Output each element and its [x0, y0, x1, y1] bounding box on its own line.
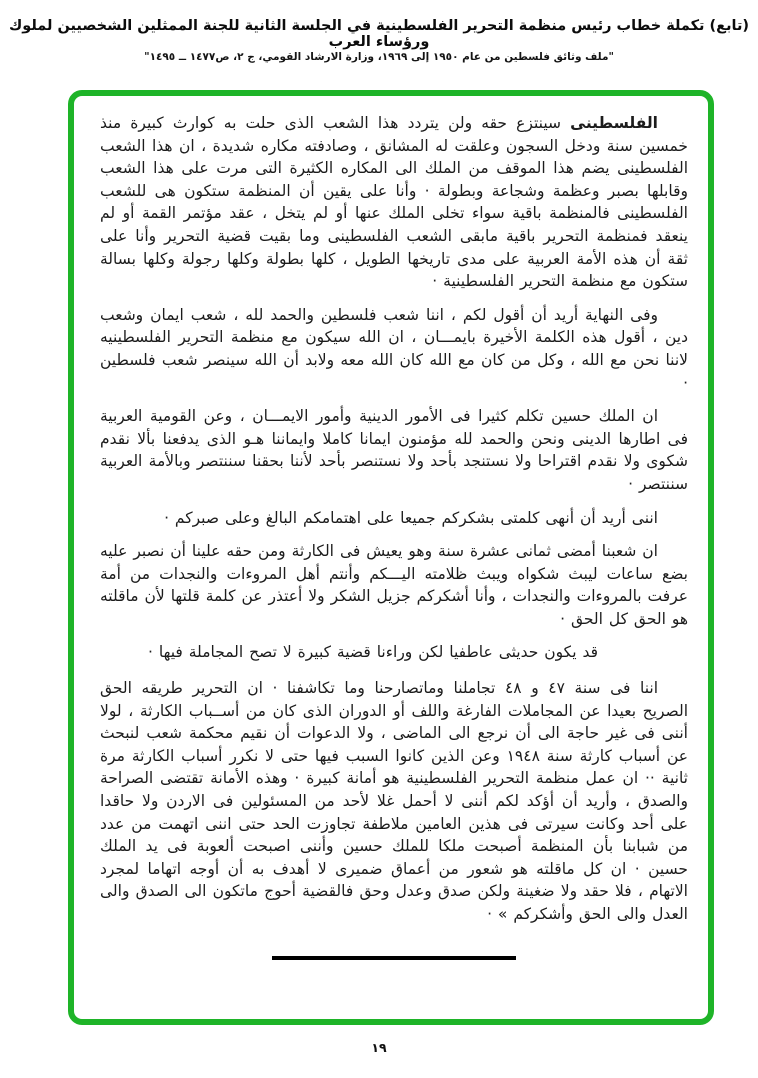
page-number: ١٩ — [371, 1040, 387, 1055]
paragraph: ان شعبنا أمضى ثمانى عشرة سنة وهو يعيش فى الكارثة ومن حقه علينا أن نصبر عليه بضع ساعات ليبث شكواه ويبث ظلامته اليـــكم وأنتم أهل المروءات والنجدات من أمة عرفت بالمروءات والنجدات ، وأنا أشكركم جزيل الشكر ولا أعتذر عن كلمة قلتها لأن ماقلته هو الحق كل الحق · — [100, 542, 688, 628]
paragraph-pull-line: قد يكون حديثى عاطفيا لكن وراءنا قضية كبيرة لا تصح المجاملة فيها · — [148, 643, 598, 662]
paragraph: ان الملك حسين تكلم كثيرا فى الأمور الدينية وأمور الايمـــان ، وعن القومية العربية فى اطارها الدينى ونحن والحمد لله مؤمنون ايمانا كاملا وايماننا هـو الذى يدفعنا بألا نقدم شكوى ولا نقدم اقتراحا ولا نستنجد بأحد ولا نستنصر بأحد لأننا بحقنا سننتصر وبالأمة العربية سننتصر · — [100, 407, 688, 493]
page-footer — [0, 1037, 758, 1056]
green-border-frame — [68, 90, 714, 1025]
paragraph: اننى أريد أن أنهى كلمتى بشكركم جميعا على اهتمامكم البالغ وعلى صبركم · — [164, 508, 658, 527]
document-source-citation: "ملف وثائق فلسطين من عام ١٩٥٠ إلى ١٩٦٩، وزارة الارشاد القومي، ج ٢، ص١٤٧٧ ــ ١٤٩٥" — [144, 51, 614, 63]
document-title: (تابع) تكملة خطاب رئيس منظمة التحرير الفلسطينية في الجلسة الثانية للجنة الممثلين الشخصيين لملوك ورؤساء العرب — [8, 18, 750, 50]
section-divider — [272, 956, 516, 960]
paragraph — [100, 112, 688, 293]
paragraph: وفى النهاية أريد أن أقول لكم ، اننا شعب فلسطين والحمد لله ، شعب ايمان وشعب دين ، أقول هذه الكلمة الأخيرة بايمـــان ، ان الله سيكون مع منظمة التحرير الفلسطينيه لاننا نحن مع الله ، وكل من كان مع الله كان الله معه ولابد أن الله سينصر شعب فلسطين · — [100, 305, 688, 392]
paragraph: اننا فى سنة ٤٧ و ٤٨ تجاملنا وماتصارحنا وما تكاشفنا · ان التحرير طريقه الحق الصريح بعيدا عن المجاملات الفارغة واللف أو الدوران الذى كان من أســباب الكارثة ، لولا أننى فى غير حاجة الى أن نرجع الى الماضى ، ولا الدعوات أن نقيم محكمة شعب لنبحث عن أسباب كارثة سنة ١٩٤٨ وعن الذين كانوا السبب فيها حتى لا نكرر أسباب الكارثة مرة ثانية ·· ان عمل منظمة التحرير الفلسطينية هو أمانة كبيرة · وهذه الأمانة تقتضى الصراحة والصدق ، وأريد أن أؤكد لكم أننى لا أحمل غلا لأحد من المسئولين فى الاردن ولا حاقدا على أحد وكانت سيرتى فى هذين العامين ملاطفة تجاوزت الحد حتى اننى اتهمت من عدد من شبابنا بأن المنظمة أصبحت ملكا للملك حسين وأننى اصبحت ألعوبة فى يد الملك حسين · ان كل ماقلته هو شعور من أعماق ضميرى لا أهدف به أن أوجه اتهاما لمجرد الاتهام ، فلا حقد ولا ضغينة ولكن صدق وعدل وحق فالقضية أحوج ماتكون الى الصدق والى العدل والى الحق وأشكركم » · — [100, 679, 688, 923]
paragraph-lead-word: الفلسطينى — [570, 114, 658, 132]
paragraph-text: سينتزع حقه ولن يتردد هذا الشعب الذى حلت به كوارث كبيرة منذ خمسين سنة ودخل السجون وعلقت له المشانق ، وصادفته مكاره شديدة ، ان هذا الشعب الفلسطينى يضم هذا الموقف من الملك الى المكاره الكثيرة التى مرت على هذا الشعب وقابلها بصبر وعظمة وشجاعة وبطولة · وأنا على يقين أن المنظمة ستكون هى للشعب الفلسطينى فالمنظمة باقية سواء تخلى الملك عنها أو لم يتخل ، عقد مؤتمر القمة أو لم ينعقد فمنظمة التحرير باقية مابقى الشعب الفلسطينى وما بقيت قضية التحرير وأنا على ثقة أن هذه الأمة العربية على مدى تاريخها الطويل ، كلها بطولة وكلها رجولة وكلها بسالة ستكون مع منظمة التحرير الفلسطينية · — [100, 114, 688, 291]
